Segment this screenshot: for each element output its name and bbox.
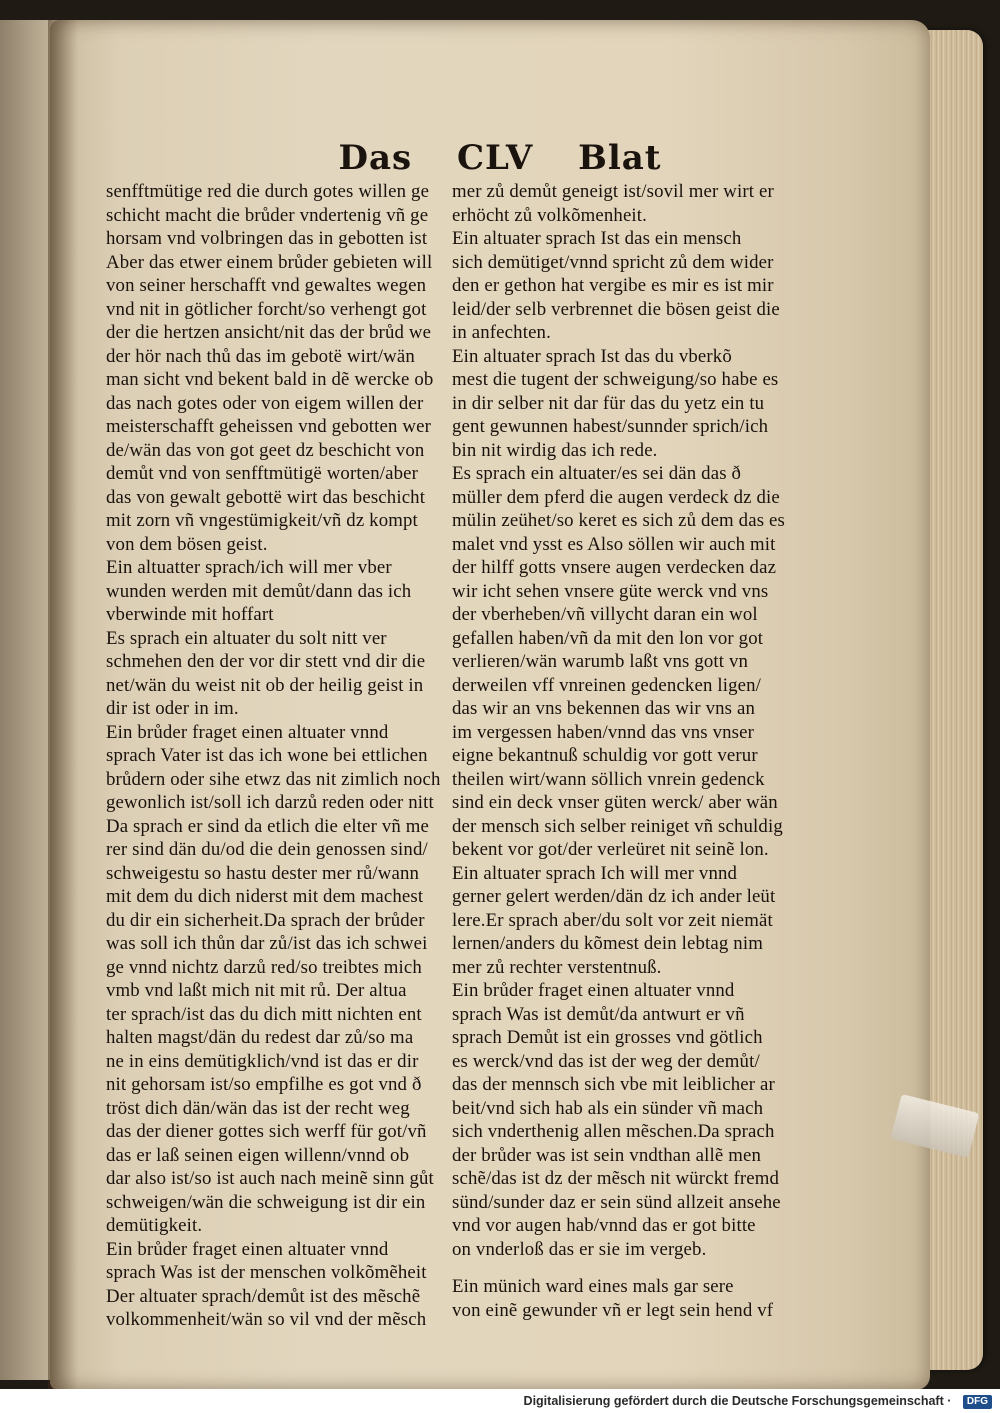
header-left-word: Das [338,138,413,178]
text-line: mülin zeühet/so keret es sich zů dem das es [452,510,785,531]
text-line: schẽ/das ist dz der mẽsch nit würckt fremd [452,1168,780,1189]
text-line: vnd vor augen hab/vnnd das er got bitte [452,1215,756,1236]
text-line: sich demütiget/vnnd spricht zů dem wider [452,251,774,273]
text-line: der brůder was ist sein vndthan allẽ men [452,1144,762,1166]
text-line: du dir ein sicherheit.Da sprach der brůder [106,909,425,931]
text-line: mit zorn vñ vngestümigkeit/vñ dz kompt [106,510,418,531]
text-line: vberwinde mit hoffart [106,604,274,625]
text-line: Ein altuatter sprach/ich will mer vber [106,557,392,578]
text-line: bekent vor got/der verleüret nit seinẽ lon. [452,839,769,860]
text-line: dar also ist/so ist auch nach meinẽ sinn gůt [106,1168,434,1189]
text-line: der mensch sich selber reiniget vñ schuldig [452,815,783,837]
text-line: ge vnnd nichtz darzů red/so treibtes mich [106,956,422,978]
header-right-word: Blat [578,138,662,178]
text-line: sprach Was ist demůt/da antwurt er vñ [452,1003,745,1025]
text-line: wir icht sehen vnsere güte werck vnd vns [452,580,769,602]
text-line: gewonlich ist/soll ich darzů reden oder nitt [106,792,434,813]
left-text-column [106,180,451,1332]
text-line: halten magst/dän du redest dar zů/so ma [106,1027,414,1048]
text-line: schmehen den der vor dir stett vnd dir die [106,651,426,672]
text-line: der hör nach thů das im gebotë wirt/wän [106,345,415,367]
text-line: in anfechten. [452,322,551,343]
text-line: demütigkeit. [106,1215,203,1236]
text-line: mer zů rechter verstentnuß. [452,956,662,978]
text-line: senfftmütige red die durch gotes willen ge [106,181,430,202]
text-line: tröst dich dän/wän das ist der recht weg [106,1097,410,1119]
text-line: Der altuater sprach/demůt ist des mẽschẽ [106,1285,421,1307]
text-line: wunden werden mit demůt/dann das ich [106,580,412,602]
text-line: erhöcht zů volkõmenheit. [452,204,648,226]
text-line: net/wän du weist nit ob der heilig geist in [106,674,424,696]
page-header [0,138,1000,178]
text-line: Ein altuater sprach Ist das ein mensch [452,228,742,249]
dfg-logo: DFG [963,1395,992,1409]
text-line: der hilff gotts vnsere augen verdecken daz [452,557,777,578]
text-line: ter sprach/ist das du dich mitt nichten ent [106,1003,422,1025]
text-line: lernen/anders du kõmest dein lebtag nim [452,933,763,954]
text-line: sprach Was ist der menschen volkõmẽheit [106,1262,427,1283]
text-line: horsam vnd volbringen das in gebotten ist [106,228,428,249]
text-line: Ein brůder fraget einen altuater vnnd [106,721,389,743]
text-line: beit/vnd sich hab als ein sünder vñ mach [452,1097,764,1119]
text-line: Ein altuater sprach Ich will mer vnnd [452,862,738,884]
page-edges [925,30,983,1370]
text-line: nit gehorsam ist/so empfilhe es got vnd ð [106,1074,422,1095]
text-line: Aber das etwer einem brůder gebieten will [106,251,433,273]
text-line: Es sprach ein altuater du solt nitt ver [106,627,387,649]
text-line: bin nit wirdig das ich rede. [452,439,658,461]
text-line: theilen wirt/wann söllich vnrein gedenck [452,768,765,790]
right-text-column [452,180,797,1322]
text-line: rer sind dän du/od die dein genossen sind/ [106,839,428,860]
text-line: ne in eins demütigklich/vnd ist das er dir [106,1050,419,1072]
text-line: vnd nit in götlicher forcht/so verhengt got [106,298,427,320]
text-line: im vergessen haben/vnnd das vns vnser [452,721,754,743]
text-line: mit dem du dich niderst mit dem machest [106,886,424,907]
text-line: mest die tugent der schweigung/so habe es [452,369,779,390]
text-line: von seiner herschafft vnd gewaltes wegen [106,275,427,296]
text-line: der die hertzen ansicht/nit das der brůd we [106,322,432,343]
text-line: sind ein deck vnser güten werck/ aber wän [452,792,778,813]
text-line: müller dem pferd die augen verdeck dz die [452,486,780,508]
spine-shadow [48,20,78,1390]
text-line: malet vnd ysst es Also söllen wir auch mit [452,533,776,555]
text-line: schweigestu so hastu dester mer rů/wann [106,862,420,884]
text-line: dir ist oder in im. [106,698,239,719]
text-line: das wir an vns bekennen das wir vns an [452,698,755,719]
text-line: das der diener gottes sich werff für got/vñ [106,1121,427,1142]
text-line: sprach Demůt ist ein grosses vnd götlich [452,1027,763,1048]
text-line: gent gewunnen habest/sunnder sprich/ich [452,416,769,437]
text-line: derweilen vff vnreinen gedencken ligen/ [452,674,762,696]
text-line: Ein brůder fraget einen altuater vnnd [106,1238,389,1260]
text-line: sprach Vater ist das ich wone bei ettlichen [106,745,428,766]
text-line: Es sprach ein altuater/es sei dän das ð [452,463,742,484]
text-line: der vberheben/vñ villycht daran ein wol [452,604,758,625]
text-line: den er gethon hat vergibe es mir es ist mir [452,275,774,296]
text-line: man sicht vnd bekent bald in dẽ wercke ob [106,369,434,390]
text-line: mer zů demůt geneigt ist/sovil mer wirt er [452,181,774,202]
text-line: verlieren/wän warumb laßt vns gott vn [452,651,749,672]
text-line: de/wän das von got geet dz beschicht von [106,439,425,461]
text-line: schweigen/wän die schweigung ist dir ein [106,1191,426,1213]
text-line: Ein münich ward eines mals gar sere [452,1276,734,1297]
footer-credit: Digitalisierung gefördert durch die Deutsche Forschungsgemeinschaft · [523,1394,952,1408]
text-line: lere.Er sprach aber/du solt vor zeit niemät [452,909,773,931]
text-line: sünd/sunder daz er sein sünd allzeit ansehe [452,1191,781,1213]
text-line: sich vnderthenig allen mẽschen.Da sprach [452,1121,775,1142]
text-line: schicht macht die brůder vndertenig vñ ge [106,204,429,226]
text-line: Ein brůder fraget einen altuater vnnd [452,980,735,1001]
text-line: das nach gotes oder von eigem willen der [106,392,424,414]
text-line: von einẽ gewunder vñ er legt sein hend vf [452,1299,774,1321]
text-line: meisterschafft geheissen vnd gebotten wer [106,416,431,437]
folio-number: CLV [456,138,534,178]
text-line: demůt vnd von senfftmütigë worten/aber [106,463,419,484]
text-line: es werck/vnd das ist der weg der demůt/ [452,1050,760,1072]
text-line: brůdern oder sihe etwz das nit zimlich noch [106,768,441,790]
text-line: das er laß seinen eigen willenn/vnnd ob [106,1144,410,1166]
text-line: was soll ich thůn dar zů/ist das ich schwei [106,933,428,954]
text-line: das der mennsch sich vbe mit leiblicher ar [452,1074,775,1095]
text-line: gefallen haben/vñ da mit den lon vor got [452,627,764,649]
text-line: gerner gelert werden/dän dz ich ander leüt [452,886,776,907]
text-line: Da sprach er sind da etlich die elter vñ me [106,815,429,837]
text-line: on vnderloß das er sie im vergeb. [452,1238,707,1260]
text-line: volkommenheit/wän so vil vnd der mẽsch [106,1309,427,1330]
text-line: das von gewalt gebottë wirt das beschicht [106,486,426,508]
text-line: Ein altuater sprach Ist das du vberkõ [452,345,732,367]
text-line: in dir selber nit dar für das du yetz ein tu [452,392,765,414]
text-line: von dem bösen geist. [106,533,268,555]
text-line: eigne bekantnuß schuldig vor gott verur [452,745,758,766]
digitization-footer [0,1389,1000,1413]
text-line: leid/der selb verbrennet die bösen geist die [452,298,780,320]
text-line: vmb vnd laßt mich nit mit rů. Der altua [106,980,407,1001]
